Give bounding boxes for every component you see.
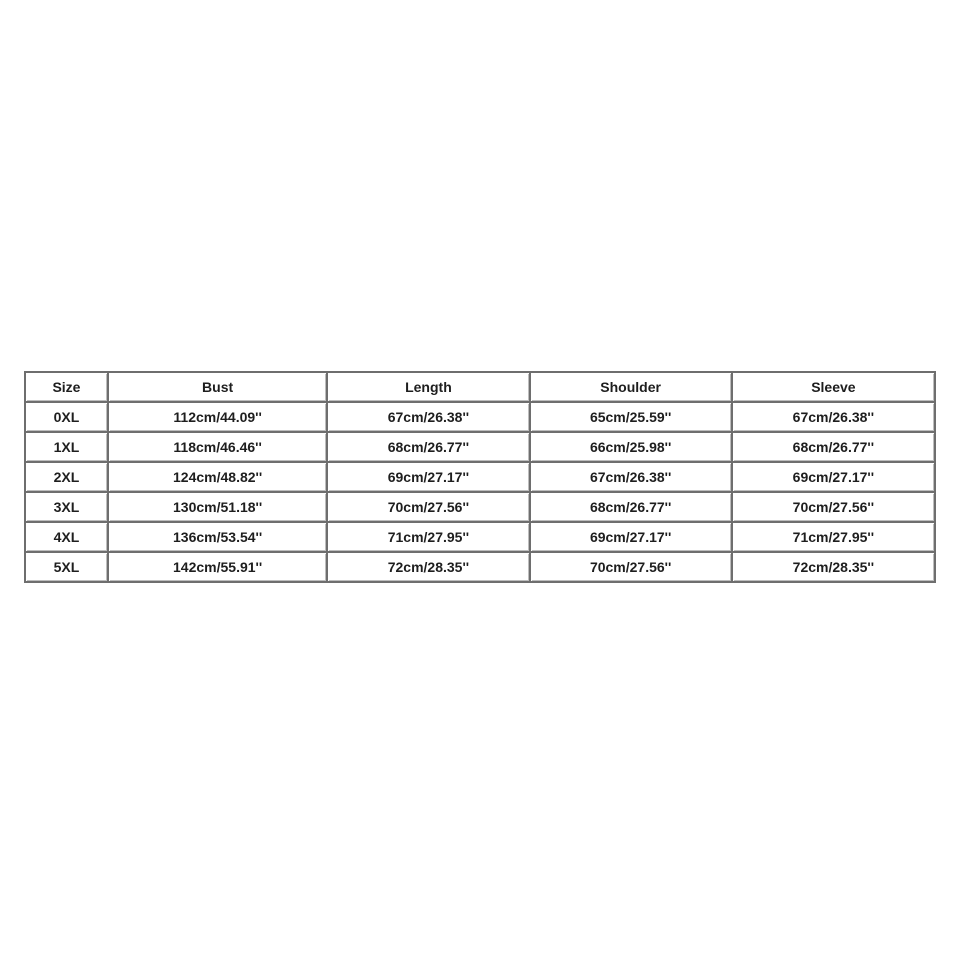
- header-shoulder: Shoulder: [531, 373, 733, 403]
- cell-size: 1XL: [26, 433, 109, 463]
- cell-size: 5XL: [26, 553, 109, 583]
- cell-length: 72cm/28.35'': [328, 553, 530, 583]
- cell-sleeve: 70cm/27.56'': [733, 493, 936, 523]
- cell-length: 71cm/27.95'': [328, 523, 530, 553]
- cell-shoulder: 68cm/26.77'': [531, 493, 733, 523]
- cell-length: 69cm/27.17'': [328, 463, 530, 493]
- cell-sleeve: 68cm/26.77'': [733, 433, 936, 463]
- header-sleeve: Sleeve: [733, 373, 936, 403]
- cell-size: 2XL: [26, 463, 109, 493]
- cell-sleeve: 72cm/28.35'': [733, 553, 936, 583]
- table-header: [26, 373, 936, 403]
- table-row: [26, 493, 936, 523]
- cell-sleeve: 67cm/26.38'': [733, 403, 936, 433]
- table-row: [26, 433, 936, 463]
- table-body: [26, 403, 936, 583]
- cell-length: 68cm/26.77'': [328, 433, 530, 463]
- cell-length: 70cm/27.56'': [328, 493, 530, 523]
- cell-sleeve: 71cm/27.95'': [733, 523, 936, 553]
- header-bust: Bust: [109, 373, 328, 403]
- table-row: [26, 403, 936, 433]
- cell-bust: 130cm/51.18'': [109, 493, 328, 523]
- cell-shoulder: 67cm/26.38'': [531, 463, 733, 493]
- size-chart-table: [24, 371, 936, 583]
- table-row: [26, 553, 936, 583]
- cell-bust: 118cm/46.46'': [109, 433, 328, 463]
- header-length: Length: [328, 373, 530, 403]
- header-row: [26, 373, 936, 403]
- cell-bust: 142cm/55.91'': [109, 553, 328, 583]
- cell-bust: 112cm/44.09'': [109, 403, 328, 433]
- cell-shoulder: 69cm/27.17'': [531, 523, 733, 553]
- cell-size: 0XL: [26, 403, 109, 433]
- cell-bust: 124cm/48.82'': [109, 463, 328, 493]
- cell-shoulder: 65cm/25.59'': [531, 403, 733, 433]
- cell-shoulder: 70cm/27.56'': [531, 553, 733, 583]
- cell-shoulder: 66cm/25.98'': [531, 433, 733, 463]
- cell-sleeve: 69cm/27.17'': [733, 463, 936, 493]
- cell-bust: 136cm/53.54'': [109, 523, 328, 553]
- cell-size: 4XL: [26, 523, 109, 553]
- cell-length: 67cm/26.38'': [328, 403, 530, 433]
- cell-size: 3XL: [26, 493, 109, 523]
- header-size: Size: [26, 373, 109, 403]
- table-row: [26, 523, 936, 553]
- table-row: [26, 463, 936, 493]
